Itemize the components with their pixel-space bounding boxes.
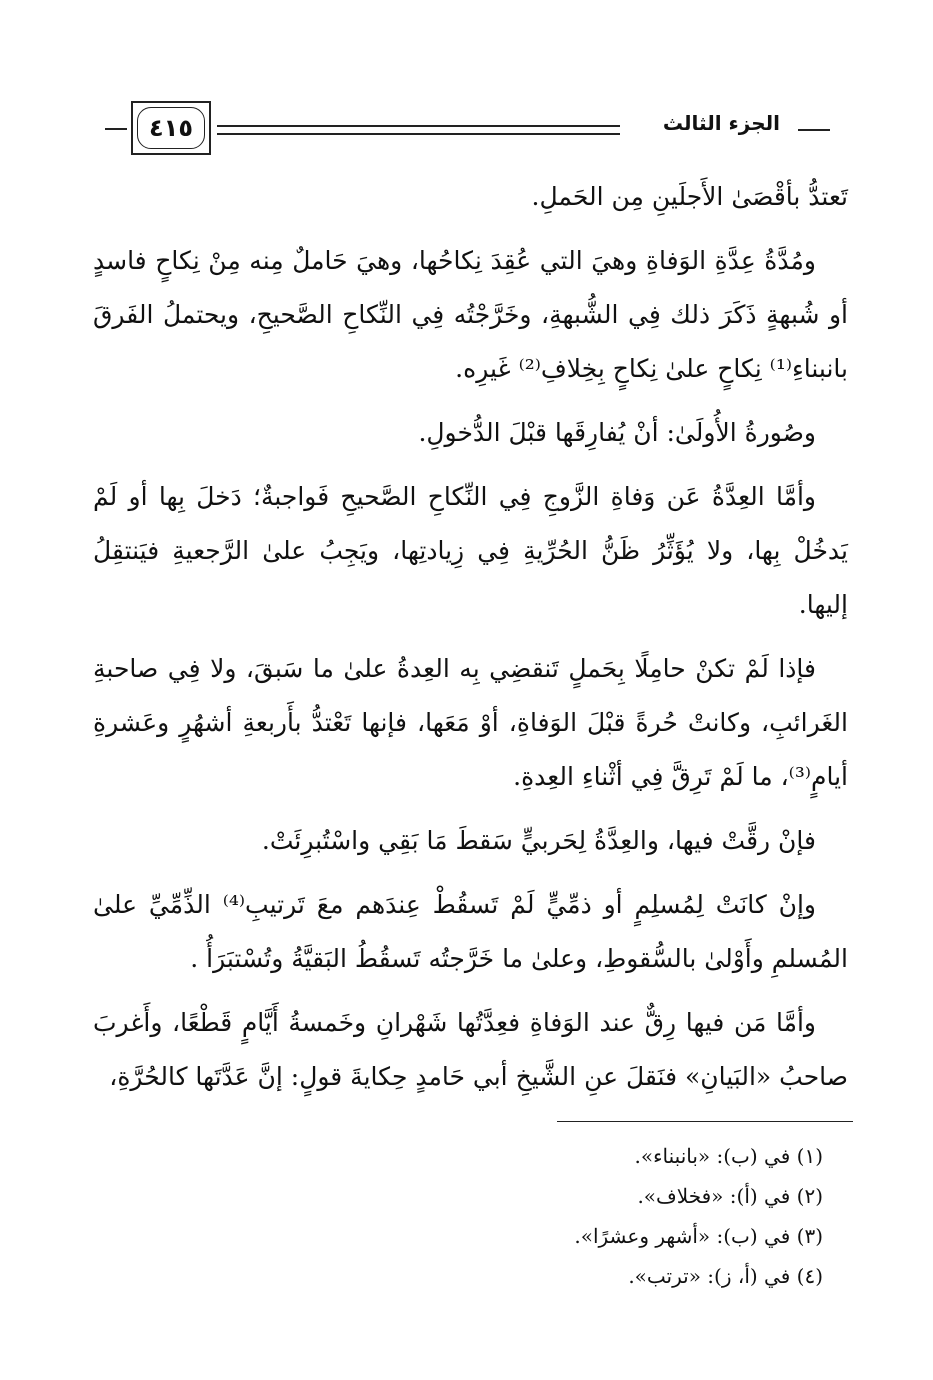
paragraph: وأمَّا مَن فيها رِقٌّ عند الوَفاةِ فعِدَّتُها شَهْرانِ وخَمسةُ أَيَّامٍ قَطْعًا، وأَغربَ صاحبُ «البَيانِ» فنَقلَ عنِ الشَّيخِ أبي حَامدٍ حِكايةَ قولٍ: إنَّ عَدَّتَها كالحُرَّةِ، — [93, 1008, 848, 1091]
footnote-item: (٤) في (أ، ز): «ترتب». — [628, 1264, 823, 1288]
main-text — [93, 170, 848, 1114]
footnote-item: (١) في (ب): «بانبناء». — [634, 1144, 823, 1168]
footnotes — [223, 1136, 823, 1296]
footnote-item: (٢) في (أ): «فخلاف». — [637, 1184, 823, 1208]
header-dash-right — [798, 129, 830, 131]
footnote-item: (٣) في (ب): «أشهر وعشرًا». — [574, 1224, 823, 1248]
paragraph: ومُدَّةُ عِدَّةِ الوَفاةِ وهيَ التي عُقِدَ نِكاحُها، وهيَ حَاملٌ مِنه مِنْ نِكاحٍ فاسدٍ أو شُبهةٍ ذَكَرَ ذلك فِي الشُّبهةِ، وخَرَّجْتُه فِي النِّكاحِ الصَّحيحِ، ويحتملُ الفَرقَ بانبناءِ⁽¹⁾ نِكاحٍ علىٰ نِكاحٍ بِخِلافِ⁽²⁾ غَيرِه. — [93, 246, 848, 383]
page-header — [105, 95, 830, 165]
page-number: ٤١٥ — [137, 107, 205, 149]
chapter-title: الجزء الثالث — [662, 111, 780, 135]
paragraph: فإنْ رقَّتْ فيها، والعِدَّةُ لِحَربيٍّ سَقطَ مَا بَقِي واسْتُبرِئَتْ. — [261, 826, 816, 855]
paragraph: تَعتدُّ بأقْصَىٰ الأَجلَينِ مِن الحَملِ. — [531, 182, 848, 211]
paragraph: وصُورةُ الأُولَىٰ: أنْ يُفارِقَها قبْلَ الدُّخولِ. — [418, 418, 816, 447]
paragraph: فإذا لَمْ تكنْ حامِلًا بِحَملٍ تَنقضِي بِه العِدةُ علىٰ ما سَبقَ، ولا فِي صاحبةِ الغَرائبِ، وكانتْ حُرةً قبْلَ الوَفاةِ، أوْ مَعَها، فإنها تَعْتدُّ بأَربعةِ أشهُرٍ وعَشرةِ أيامٍ⁽³⁾، ما لَمْ تَرِقَّ فِي أثْناءِ العِدةِ. — [93, 654, 848, 791]
header-double-rule — [217, 125, 620, 135]
footnote-separator — [557, 1121, 853, 1122]
header-dash-left — [105, 128, 127, 130]
paragraph: وإنْ كانَتْ لِمُسلِمٍ أو ذمِّيٍّ لَمْ تَسقُطْ عِندَهم معَ تَرتيبِ⁽⁴⁾ الذِّمِّيِّ علىٰ المُسلمِ وأَوْلىٰ بالسُّقوطِ، وعلىٰ ما خَرَّجتُه تَسقُطُ البَقيَّةُ وتُسْتبَرَأُ . — [93, 890, 848, 973]
page-number-frame — [131, 101, 211, 155]
paragraph: وأمَّا العِدَّةُ عَن وَفاةِ الزَّوجِ فِي النِّكاحِ الصَّحيحِ فَواجبةٌ؛ دَخلَ بِها أو لَمْ يَدخُلْ بِها، ولا يُؤَثِّرُ ظَنُّ الحُرِّيةِ فِي زِيادتِها، ويَجِبُ علىٰ الرَّجعيةِ فيَنتقِلُ إليها. — [93, 482, 848, 619]
